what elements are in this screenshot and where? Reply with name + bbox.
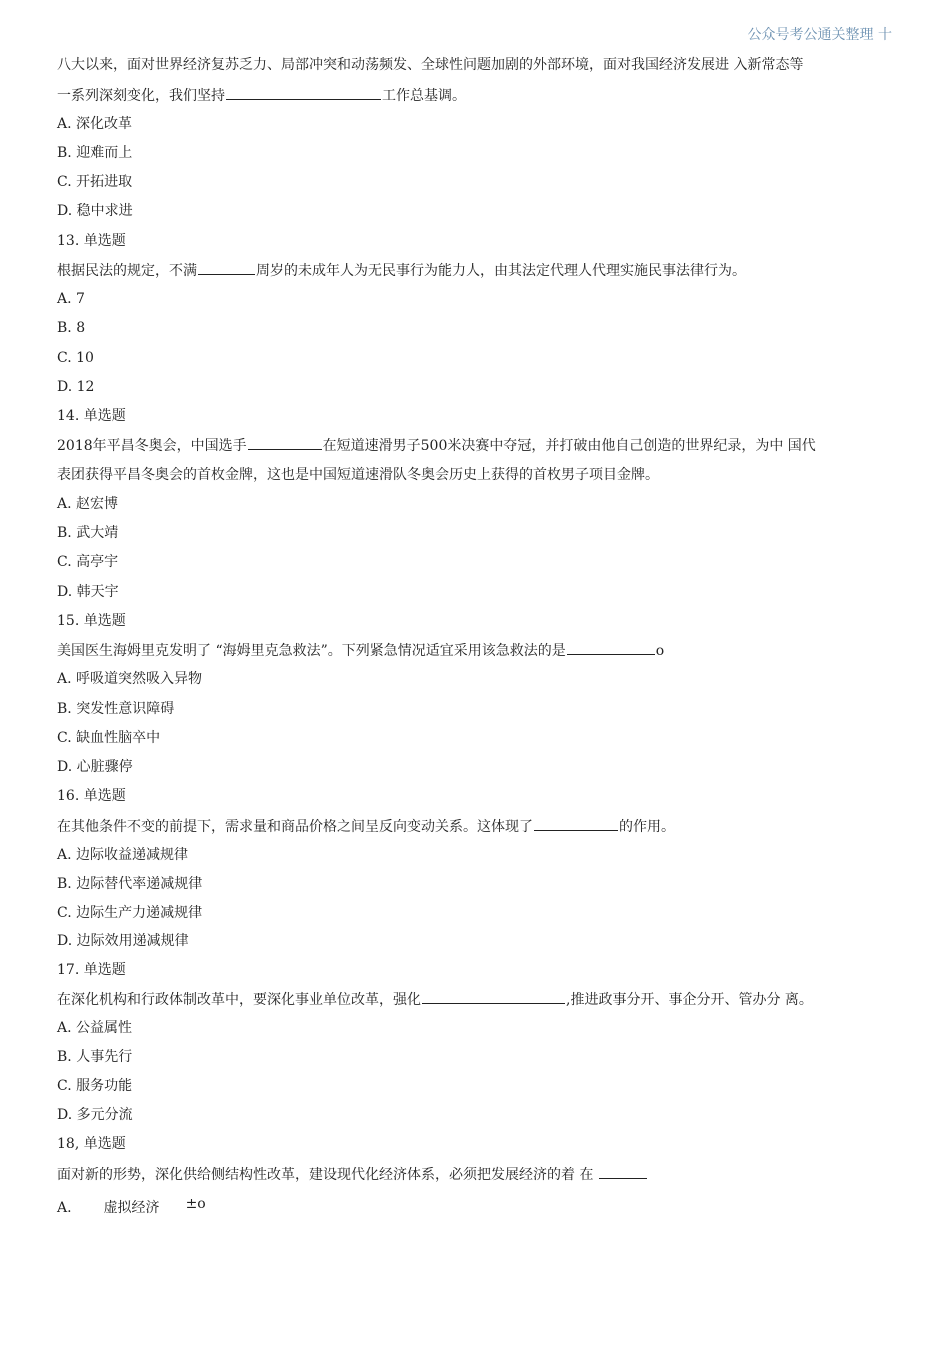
q18-option-a-label: A. xyxy=(57,1200,72,1216)
q14-header: 14. 单选题 xyxy=(57,408,126,424)
q18-header: 18, 单选题 xyxy=(57,1136,126,1152)
q14-stem-line1 xyxy=(57,435,816,456)
q17-header: 17. 单选题 xyxy=(57,962,126,978)
q17-stem xyxy=(57,989,813,1010)
q14-stem-post: 在短道速滑男子500米决赛中夺冠，并打破由他自己创造的世界纪录，为中 国代 xyxy=(322,438,816,454)
q13-option-d[interactable]: D. 12 xyxy=(57,379,95,395)
q16-option-a[interactable]: A. 边际收益递减规律 xyxy=(57,847,189,863)
q17-stem-post: ,推进政事分开、事企分开、管办分 离。 xyxy=(566,992,813,1008)
q13-blank xyxy=(198,260,255,275)
q18-option-a[interactable] xyxy=(57,1198,206,1218)
q16-stem xyxy=(57,816,675,837)
q12-blank xyxy=(226,85,381,100)
q13-option-c[interactable]: C. 10 xyxy=(57,350,94,366)
q18-stem xyxy=(57,1164,648,1185)
q16-option-b[interactable]: B. 边际替代率递减规律 xyxy=(57,876,203,892)
q15-stem xyxy=(57,640,664,661)
q18-stem-pre: 面对新的形势，深化供给侧结构性改革，建设现代化经济体系，必须把发展经济的着 在 xyxy=(57,1167,598,1183)
q14-option-a[interactable]: A. 赵宏博 xyxy=(57,496,119,512)
q13-header: 13. 单选题 xyxy=(57,233,126,249)
q15-stem-post: o xyxy=(655,643,665,659)
q13-option-b[interactable]: B. 8 xyxy=(57,320,86,336)
q18-blank xyxy=(599,1164,647,1179)
q17-option-d[interactable]: D. 多元分流 xyxy=(57,1107,133,1123)
q15-option-b[interactable]: B. 突发性意识障碍 xyxy=(57,701,175,717)
q13-stem-post: 周岁的未成年人为无民事行为能力人，由其法定代理人代理实施民事法律行为。 xyxy=(256,263,746,279)
q14-stem-pre: 2018年平昌冬奥会，中国选手 xyxy=(57,438,247,454)
q16-stem-post: 的作用。 xyxy=(619,819,675,835)
q12-option-c[interactable]: C. 开拓进取 xyxy=(57,174,133,190)
q18-option-a-trail: ±o xyxy=(185,1196,206,1212)
q13-option-a[interactable]: A. 7 xyxy=(57,291,85,307)
q18-option-a-text: 虚拟经济 xyxy=(103,1200,160,1216)
q16-blank xyxy=(534,816,618,831)
q14-option-c[interactable]: C. 高亭宇 xyxy=(57,554,119,570)
q16-header: 16. 单选题 xyxy=(57,788,126,804)
q14-option-d[interactable]: D. 韩天宇 xyxy=(57,584,119,600)
q12-option-a[interactable]: A. 深化改革 xyxy=(57,116,133,132)
q16-stem-pre: 在其他条件不变的前提下，需求量和商品价格之间呈反向变动关系。这体现了 xyxy=(57,819,533,835)
q14-option-b[interactable]: B. 武大靖 xyxy=(57,525,119,541)
q12-stem-post: 工作总基调。 xyxy=(382,88,466,104)
q15-header: 15. 单选题 xyxy=(57,613,126,629)
q14-stem-line2: 表团获得平昌冬奥会的首枚金牌，这也是中国短道速滑队冬奥会历史上获得的首枚男子项目金牌。 xyxy=(57,467,659,483)
q12-stem-line1: 八大以来，面对世界经济复苏乏力、局部冲突和动荡频发、全球性问题加剧的外部环境，面对我国经济发展进 入新常态等 xyxy=(57,57,804,73)
q17-option-b[interactable]: B. 人事先行 xyxy=(57,1049,133,1065)
q12-option-d[interactable]: D. 稳中求进 xyxy=(57,203,133,219)
q17-blank xyxy=(422,989,565,1004)
page-header: 公众号考公通关整理 十 xyxy=(747,27,892,43)
q15-stem-pre: 美国医生海姆里克发明了 “海姆里克急救法”。下列紧急情况适宜采用该急救法的是 xyxy=(57,643,566,659)
q16-option-d[interactable]: D. 边际效用递减规律 xyxy=(57,933,189,949)
q12-option-b[interactable]: B. 迎难而上 xyxy=(57,145,133,161)
q17-option-c[interactable]: C. 服务功能 xyxy=(57,1078,133,1094)
q17-option-a[interactable]: A. 公益属性 xyxy=(57,1020,133,1036)
q16-option-c[interactable]: C. 边际生产力递减规律 xyxy=(57,905,203,921)
q17-stem-pre: 在深化机构和行政体制改革中，要深化事业单位改革，强化 xyxy=(57,992,421,1008)
q12-stem-pre: 一系列深刻变化，我们坚持 xyxy=(57,88,225,104)
q13-stem xyxy=(57,260,746,281)
q13-stem-pre: 根据民法的规定，不满 xyxy=(57,263,197,279)
q15-option-d[interactable]: D. 心脏骤停 xyxy=(57,759,133,775)
q14-blank xyxy=(248,435,322,450)
q15-option-a[interactable]: A. 呼吸道突然吸入异物 xyxy=(57,671,203,687)
q12-stem-line2 xyxy=(57,85,466,106)
q15-option-c[interactable]: C. 缺血性脑卒中 xyxy=(57,730,161,746)
q15-blank xyxy=(567,640,655,655)
